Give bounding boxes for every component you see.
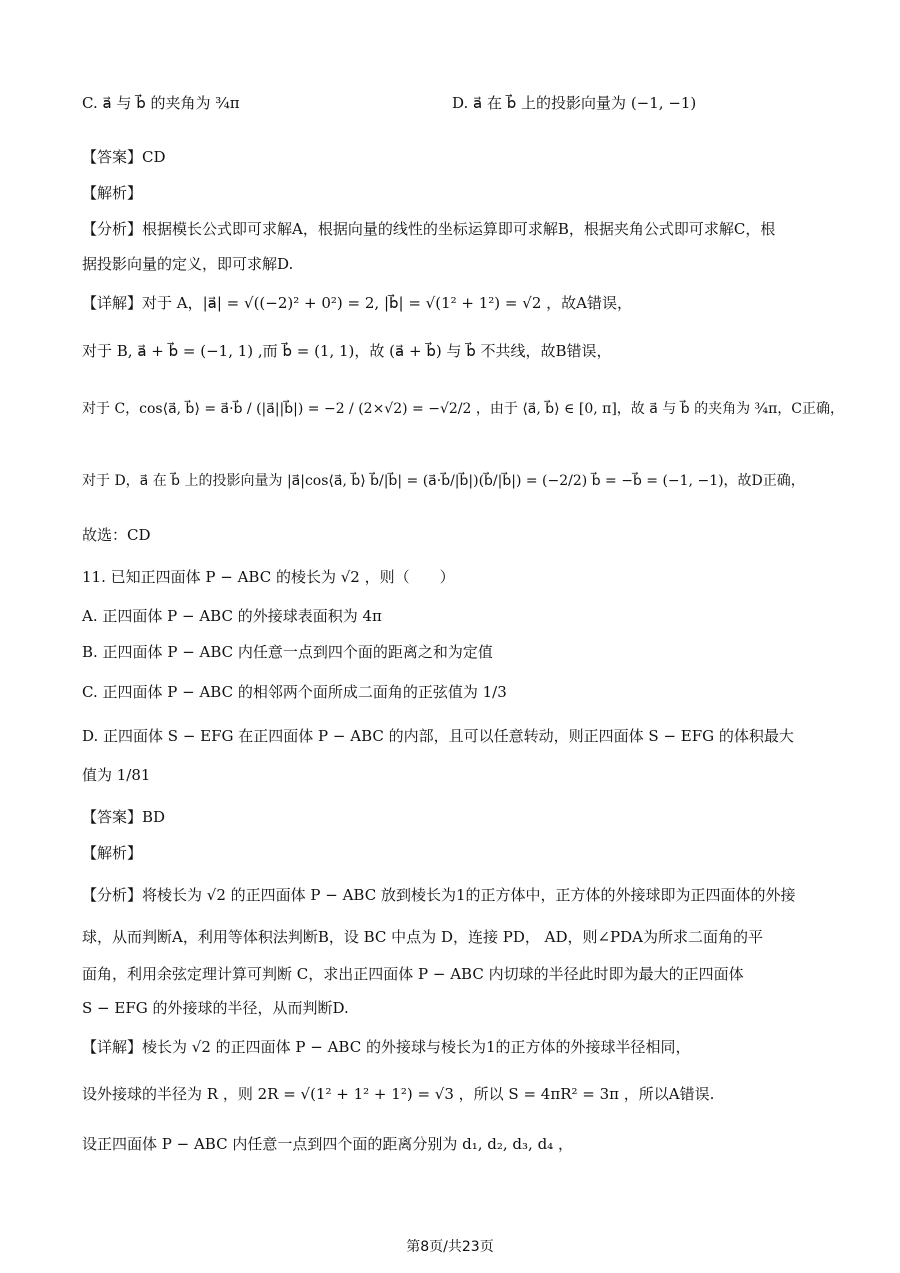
option-b: B. 正四面体 P − ABC 内任意一点到四个面的距离之和为定值 [82, 643, 493, 661]
analysis-label: 【解析】 [82, 184, 143, 202]
detail-line: 【详解】棱长为 √2 的正四面体 P − ABC 的外接球与棱长为1的正方体的外接球半径相同， [82, 1038, 691, 1056]
answer-label: 【答案】CD [82, 148, 166, 166]
option-c: C. 正四面体 P − ABC 的相邻两个面所成二面角的正弦值为 1/3 [82, 683, 507, 701]
page-number: 第8页/共23页 [406, 1239, 494, 1255]
detail-line: 设正四面体 P − ABC 内任意一点到四个面的距离分别为 d₁, d₂, d₃, d₄ ， [82, 1135, 573, 1153]
analysis-line: 【分析】将棱长为 √2 的正四面体 P − ABC 放到棱长为1的正方体中，正方体的外接球即为正四面体的外接 [82, 886, 796, 904]
option-a: A. 正四面体 P − ABC 的外接球表面积为 4π [82, 607, 382, 625]
analysis-label: 【解析】 [82, 844, 143, 862]
analysis-line: S − EFG 的外接球的半径，从而判断D. [82, 999, 349, 1017]
choice-line: 故选：CD [82, 526, 151, 544]
analysis-line: 据投影向量的定义，即可求解D. [82, 255, 294, 273]
detail-line: 对于 D，a⃗ 在 b⃗ 上的投影向量为 |a⃗|cos⟨a⃗, b⃗⟩ b⃗/|b⃗| = (a⃗·b⃗/|b⃗|)(b⃗/|b⃗|) = (−2/2) b⃗ = −b⃗ = (−1, −1)，故D正确， [82, 473, 805, 489]
option-d: D. 正四面体 S − EFG 在正四面体 P − ABC 的内部，且可以任意转动，则正四面体 S − EFG 的体积最大 [82, 727, 794, 745]
detail-line: 设外接球的半径为 R ，则 2R = √(1² + 1² + 1²) = √3 ，所以 S = 4πR² = 3π ，所以A错误. [82, 1085, 715, 1103]
detail-line: 对于 C，cos⟨a⃗, b⃗⟩ = a⃗·b⃗ / (|a⃗||b⃗|) = −2 / (2×√2) = −√2/2 ，由于 ⟨a⃗, b⃗⟩ ∈ [0, π]，故 a⃗ 与 b⃗ 的夹角为 ¾π，C正确， [82, 401, 845, 417]
option-d-cont: 值为 1/81 [82, 766, 151, 784]
detail-line: 【详解】对于 A，|a⃗| = √((−2)² + 0²) = 2, |b⃗| = √(1² + 1²) = √2 ，故A错误， [82, 294, 632, 312]
analysis-line: 球，从而判断A，利用等体积法判断B，设 BC 中点为 D，连接 PD， AD，则∠PDA为所求二面角的平 [82, 928, 764, 946]
answer-label: 【答案】BD [82, 808, 166, 826]
question-stem: 11. 已知正四面体 P − ABC 的棱长为 √2 ，则（ ） [82, 568, 455, 586]
option-c-prev: C. a⃗ 与 b⃗ 的夹角为 ¾π [82, 94, 240, 112]
analysis-line: 面角，利用余弦定理计算可判断 C，求出正四面体 P − ABC 内切球的半径此时即为最大的正四面体 [82, 965, 744, 983]
option-d-prev: D. a⃗ 在 b⃗ 上的投影向量为 (−1, −1) [452, 94, 697, 112]
detail-line: 对于 B, a⃗ + b⃗ = (−1, 1) ,而 b⃗ = (1, 1)，故 (a⃗ + b⃗) 与 b⃗ 不共线，故B错误， [82, 342, 612, 360]
analysis-line: 【分析】根据模长公式即可求解A，根据向量的线性的坐标运算即可求解B，根据夹角公式即可求解C，根 [82, 220, 776, 238]
